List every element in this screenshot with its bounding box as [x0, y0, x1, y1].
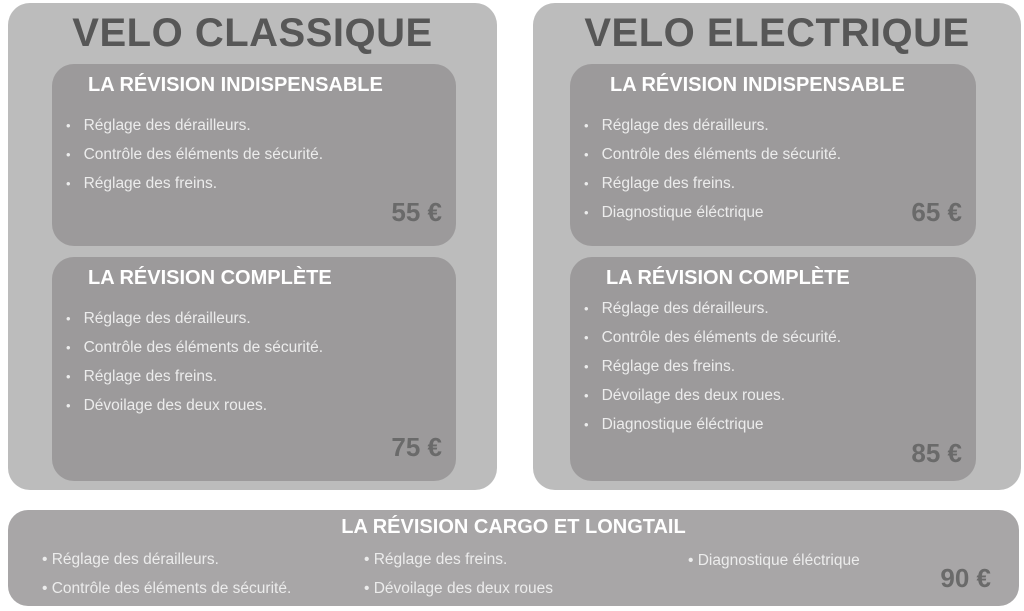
price: 75 €: [391, 432, 442, 462]
list-item: • Réglage des dérailleurs.: [584, 299, 841, 328]
list-item: • Réglage des freins.: [584, 174, 841, 203]
list-item: • Réglage des dérailleurs.: [66, 309, 323, 338]
list-item: • Dévoilage des deux roues.: [66, 396, 323, 425]
card-title: LA RÉVISION COMPLÈTE: [606, 267, 850, 289]
revision-indispensable-card: [570, 64, 976, 246]
velo-electrique-panel: [533, 3, 1021, 490]
card-title: LA RÉVISION INDISPENSABLE: [610, 74, 905, 96]
revision-complete-card: [570, 257, 976, 481]
list-item: • Contrôle des éléments de sécurité.: [66, 338, 323, 367]
velo-classique-panel: [8, 3, 497, 490]
panel-title: VELO ELECTRIQUE: [584, 11, 970, 55]
list-item: • Réglage des freins.: [364, 551, 507, 569]
card-title: LA RÉVISION CARGO ET LONGTAIL: [341, 516, 686, 538]
price: 55 €: [391, 197, 442, 227]
list-item: • Réglage des dérailleurs.: [584, 116, 841, 145]
price: 90 €: [940, 563, 991, 593]
list-item: • Contrôle des éléments de sécurité.: [584, 145, 841, 174]
panel-title: VELO CLASSIQUE: [72, 11, 433, 55]
list-item: • Réglage des dérailleurs.: [42, 551, 219, 569]
card-title: LA RÉVISION COMPLÈTE: [88, 267, 332, 289]
list-item: • Réglage des freins.: [66, 174, 323, 203]
list-item: • Réglage des dérailleurs.: [66, 116, 323, 145]
list-item: • Contrôle des éléments de sécurité.: [42, 580, 291, 598]
list-item: • Diagnostique éléctrique: [584, 203, 841, 232]
card-title: LA RÉVISION INDISPENSABLE: [88, 74, 383, 96]
list-item: • Contrôle des éléments de sécurité.: [584, 328, 841, 357]
price: 85 €: [911, 438, 962, 468]
revision-indispensable-card: [52, 64, 456, 246]
list-item: • Réglage des freins.: [66, 367, 323, 396]
list-item: • Contrôle des éléments de sécurité.: [66, 145, 323, 174]
price: 65 €: [911, 197, 962, 227]
revision-complete-card: [52, 257, 456, 481]
list-item: • Diagnostique éléctrique: [584, 415, 841, 444]
list-item: • Dévoilage des deux roues: [364, 580, 553, 598]
revision-cargo-card: [8, 510, 1019, 606]
list-item: • Diagnostique éléctrique: [688, 552, 860, 570]
list-item: • Dévoilage des deux roues.: [584, 386, 841, 415]
list-item: • Réglage des freins.: [584, 357, 841, 386]
